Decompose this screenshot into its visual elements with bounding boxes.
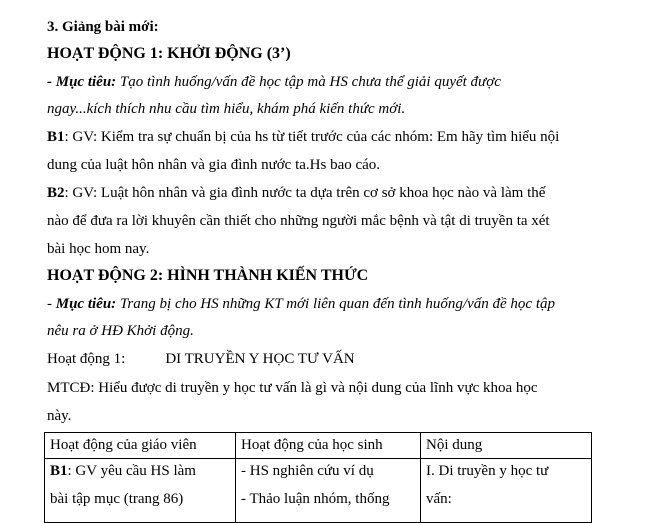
table-cell-student: [236, 459, 421, 523]
b2-line3: bài học hom nay.: [47, 241, 150, 257]
goal-text: Trang bị cho HS những KT mới liên quan đến tình huống/vấn đề học tập: [116, 296, 555, 312]
goal-label: Mục tiêu:: [55, 296, 117, 312]
cell-line: bài tập mục (trang 86): [50, 491, 184, 507]
table-cell-content: [421, 459, 592, 523]
b2-line1: [47, 184, 545, 202]
activity2-goal-line1: [47, 295, 555, 313]
b1-line1: [47, 128, 559, 146]
goal-label: - Mục tiêu:: [47, 74, 117, 90]
mtcd-line1: MTCĐ: Hiểu được di truyền y học tư vấn là gì và nội dung của lĩnh vực khoa học: [47, 380, 538, 396]
cell-line: [50, 462, 230, 480]
sub-activity-line: [47, 350, 355, 368]
table-header-content: Nội dung: [421, 433, 592, 459]
cell-line: I. Di truyền y học tư: [426, 463, 549, 479]
sub-activity-label: Hoạt động 1:: [47, 351, 126, 367]
cell-line: vấn:: [426, 491, 452, 507]
goal-text: Tạo tình huống/vấn đề học tập mà HS chưa thể giải quyết được: [116, 74, 501, 90]
sub-activity-title: DI TRUYỀN Y HỌC TƯ VẤN: [165, 351, 355, 367]
cell-line: - HS nghiên cứu ví dụ: [241, 463, 374, 479]
activity1-goal-line2: ngay...kích thích nhu cầu tìm hiểu, khám phá kiến thức mới.: [47, 101, 406, 117]
activity1-goal-line1: [47, 73, 501, 91]
section-title: 3. Giảng bài mới:: [47, 19, 159, 35]
cell-text: : GV yêu cầu HS làm: [67, 463, 196, 479]
activity1-heading: HOẠT ĐỘNG 1: KHỞI ĐỘNG (3’): [47, 45, 291, 62]
b2-text: : GV: Luật hôn nhân và gia đình nước ta dựa trên cơ sở khoa học nào và làm thế: [64, 185, 546, 201]
table-cell-teacher: [45, 459, 236, 523]
activity-table: [44, 432, 592, 523]
table-header-student: Hoạt động của học sinh: [236, 433, 421, 459]
b1-label: B1: [47, 129, 65, 145]
table-header-row: [45, 433, 592, 459]
table-row: [45, 459, 592, 523]
b2-line2: nào để đưa ra lời khuyên cần thiết cho những người mắc bệnh và tật di truyền ta xét: [47, 213, 550, 229]
activity2-heading: HOẠT ĐỘNG 2: HÌNH THÀNH KIẾN THỨC: [47, 267, 369, 284]
table-header-teacher: Hoạt động của giáo viên: [45, 433, 236, 459]
goal-prefix: -: [47, 296, 56, 312]
b1-line2: dung của luật hôn nhân và gia đình nước ta.Hs bao cáo.: [47, 157, 381, 173]
cell-line: - Thảo luận nhóm, thống: [241, 491, 390, 507]
activity2-goal-line2: nêu ra ở HĐ Khởi động.: [47, 323, 194, 339]
b1-text: : GV: Kiểm tra sự chuẩn bị của hs từ tiết trước của các nhóm: Em hãy tìm hiểu nội: [64, 129, 560, 145]
cell-b1-label: B1: [50, 463, 68, 479]
mtcd-line2: này.: [47, 408, 72, 424]
b2-label: B2: [47, 185, 65, 201]
